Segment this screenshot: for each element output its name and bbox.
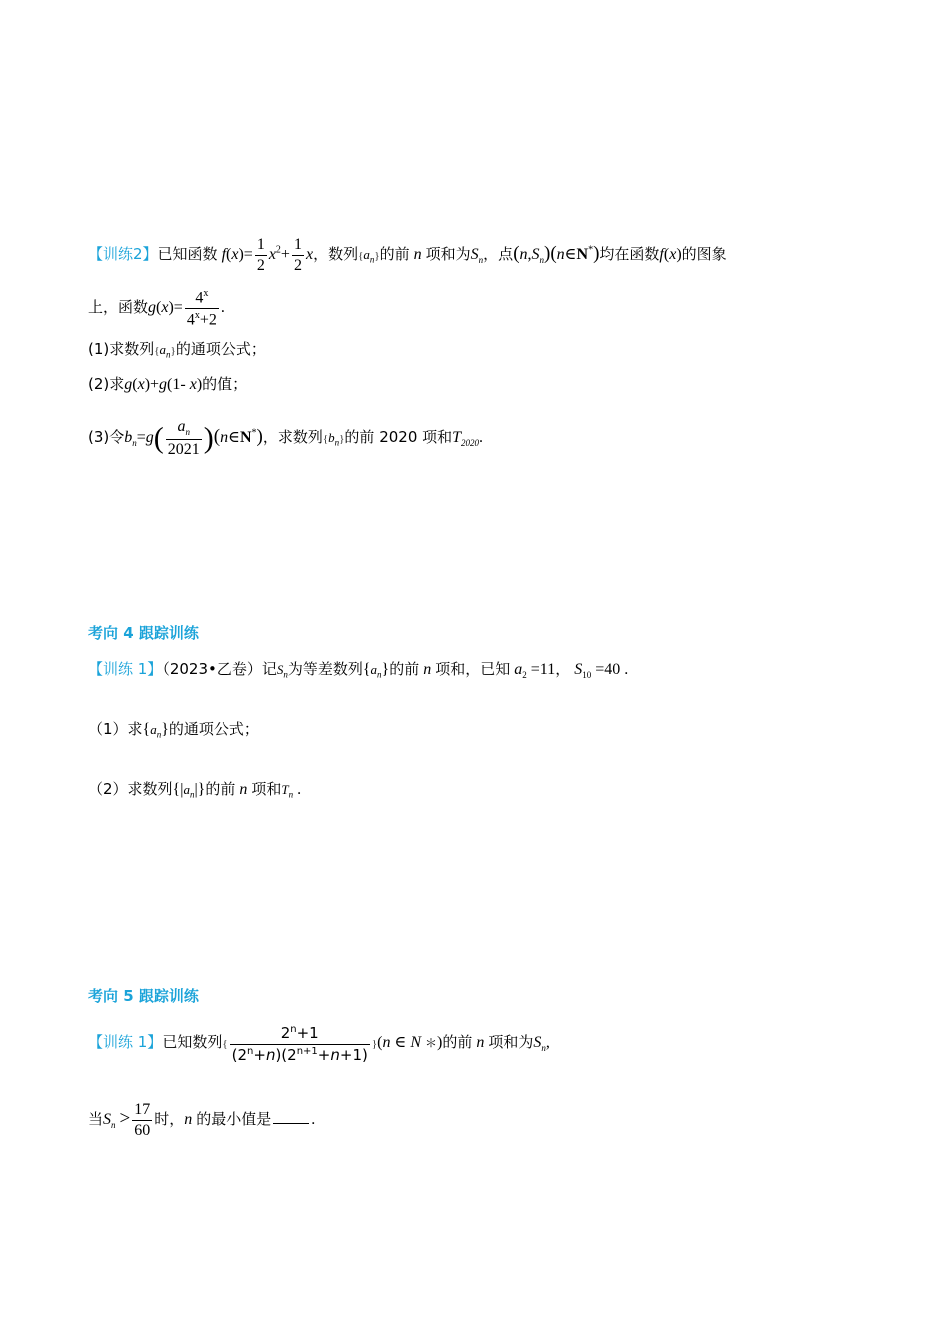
- section-heading: 考向 4 跟踪训练: [88, 624, 199, 642]
- ex2-q1: (1)求数列$\{a_n\}$的通项公式；: [88, 340, 266, 360]
- sec4-line-1: 【训练 1】（2023•乙卷）记$S_n$为等差数列$\{a_n\}$的前 n 项和，已知 $a_2 =11$， $S_{10} =40$ .: [88, 660, 629, 681]
- ex2-q3: (3)令$b_n=g$( $\frac{a_n}{2021}$ )(n∈N*)，求数列$\{b_n\}$的前 2020 项和$T_{2020}$.: [88, 418, 484, 459]
- fraction: $\frac{1}{2}$: [293, 236, 302, 274]
- ex2-q2: (2)求g(x)+g(1- x)的值；: [88, 375, 248, 393]
- section-heading: 考向 5 跟踪训练: [88, 987, 199, 1005]
- ex2-line-2: 上，函数g(x)= $\frac{4^x}{4^x+2}$ .: [88, 288, 225, 329]
- sec5-line-2: 当$S_n$ > $\frac{17}{60}$ 时，n 的最小值是 .: [88, 1101, 316, 1139]
- sec4-q1: （1）求$\{a_n\}$的通项公式；: [88, 720, 259, 740]
- fraction: $\frac{4^x}{4^x+2}$: [186, 288, 217, 329]
- exercise-tag: 【训练 1】: [88, 660, 163, 678]
- ex2-line-1: 【训练2】已知函数 f(x)= $\frac{1}{2}$ $x^2+$ $\frac{1}{2}$ x，数列$\{a_n\}$的前 n 项和为$S_n$，点$(n,S_n)(n\in N^*)$均在函数f(x)的图象: [88, 236, 727, 274]
- fraction: $\frac{17}{60}$: [134, 1101, 151, 1139]
- fraction: $\frac{1}{2}$: [256, 236, 265, 274]
- exercise-tag: 【训练2】: [88, 244, 158, 263]
- fraction: $\frac{2^n+1}{(2^n+n)(2^{n+1}+n+1)}$: [231, 1024, 368, 1064]
- fraction: $\frac{a_n}{2021}$: [167, 418, 200, 459]
- exercise-tag: 【训练 1】: [88, 1033, 163, 1052]
- sec5-line-1: 【训练 1】已知数列{ $\frac{2^n+1}{(2^n+n)(2^{n+1}+n+1)}$ }(n ∈ N ＊)的前 n 项和为$S_n$,: [88, 1024, 550, 1064]
- answer-blank: [273, 1123, 309, 1124]
- sec4-q2: （2）求数列$\{|a_n|\}$的前 n 项和$T_n$ .: [88, 780, 302, 800]
